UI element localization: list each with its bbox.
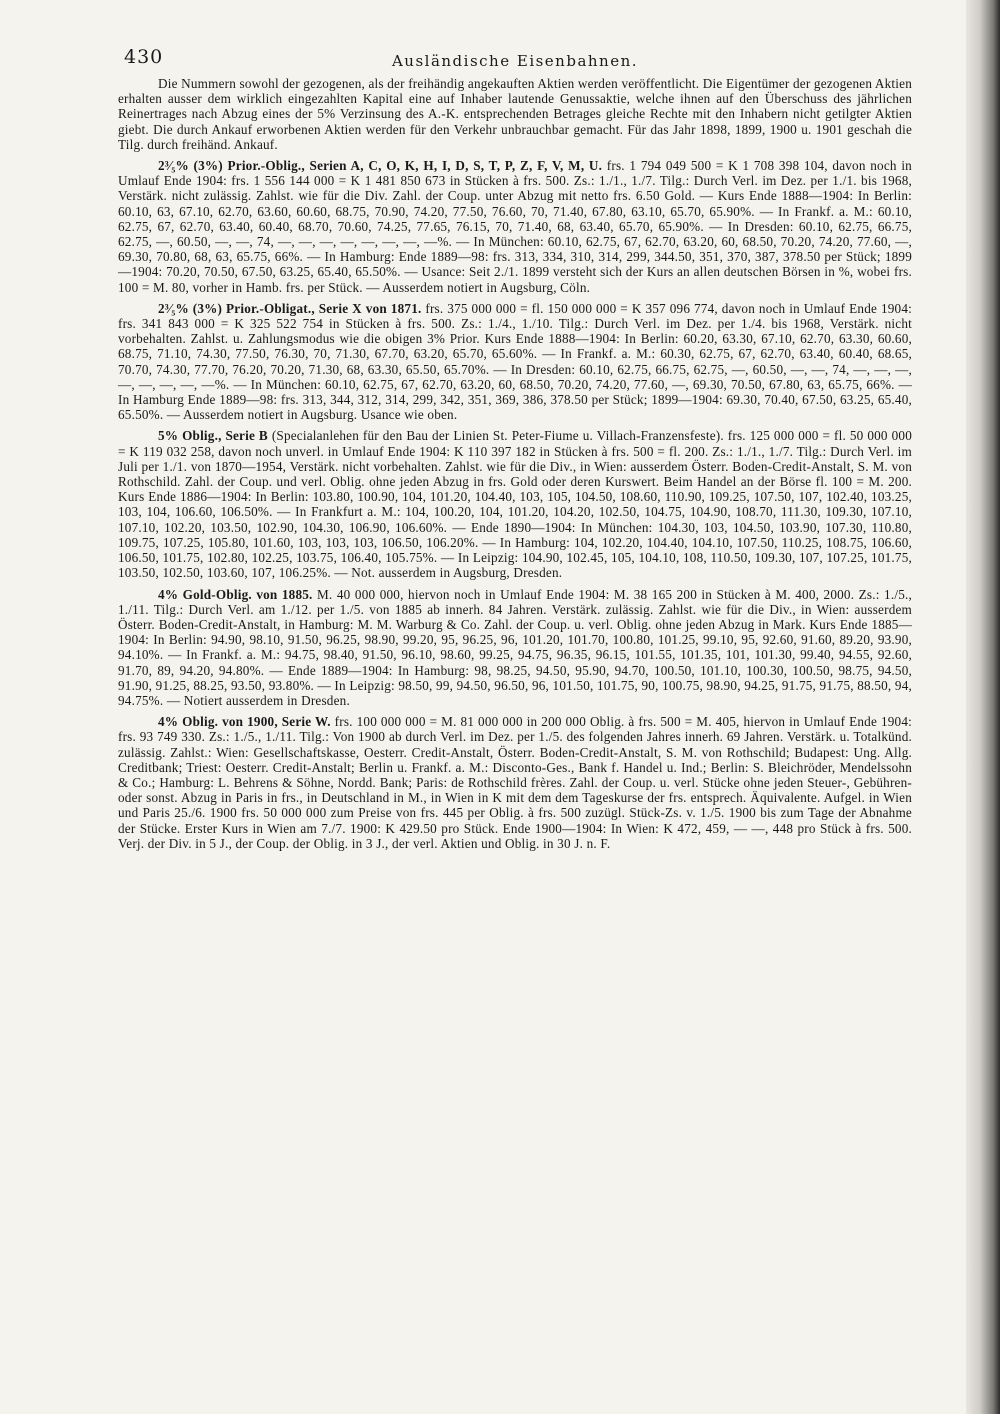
section-heading: 2³⁄₅% (3%) Prior.-Obligat., Serie X von 1871.: [158, 300, 422, 316]
section-text: frs. 100 000 000 = M. 81 000 000 in 200 000 Oblig. à frs. 500 = M. 405, hiervon in Umlauf Ende 1904: frs. 93 749 330. Zs.: 1./5., 1./11. Tilg.: Von 1900 ab durch Verl. im Dez. per 1./5. des folgenden Jahres innerh. 69 Jahren. Verstärk. u. Totalkünd. zulässig. Zahlst.: Wien: Gesellschaftskasse, Oesterr. Credit-Anstalt, Österr. Boden-Credit-Anstalt, S. M. von Rothschild; Budapest: Ung. Allg. Creditbank; Triest: Oesterr. Credit-Anstalt; Berlin u. Frankf. a. M.: Disconto-Ges., Bank f. Handel u. Ind.; Berlin: S. Bleichröder, Mendelssohn & Co.; Hamburg: L. Behrens & Söhne, Nordd. Bank; Paris: de Rothschild frères. Zahl. der Coup. u. verl. Stücke ohne jeden Steuer-, Gebühren- oder sonst. Abzug in Paris in frs., in Deutschland in M., in Wien in K mit dem dem Tageskurse der frs. entsprech. Äquivalente. Aufgel. in Wien und Paris 25./6. 1900 frs. 50 000 000 zum Preise von frs. 445 per Oblig. à frs. 500 zuzügl. Stück-Zs. v. 1./5. 1900 bis zum Tage der Abnahme der Stücke. Erster Kurs in Wien am 7./7. 1900: K 429.50 pro Stück. Ende 1900—1904: In Wien: K 472, 459, — —, 448 pro Stück à frs. 500. Verj. der Div. in 5 J., der Coup. der Oblig. in 3 J., der verl. Aktien und Oblig. in 30 J. n. F.: [118, 714, 913, 851]
section-text: frs. 1 794 049 500 = K 1 708 398 104, davon noch in Umlauf Ende 1904: frs. 1 556 144 000 = K 1 481 850 673 in Stücken à frs. 500. Zs.: 1./1., 1./7. Tilg.: Durch Verl. im Dez. per 1./1. bis 1968, Verstärk. nicht zulässig. Zahlst. wie für die Div. Zahl. der Coup. unter Abzug mit netto frs. 6.50 Gold. — Kurs Ende 1888—1904: In Berlin: 60.10, 63, 67.10, 62.70, 63.60, 60.60, 68.75, 70.90, 74.20, 77.50, 76.60, 70, 71.40, 67.80, 63.10, 65.70, 65.90%. — In Frankf. a. M.: 60.10, 62.75, 67, 62.70, 63.40, 60.40, 68.70, 70.60, 74.25, 77.65, 76.15, 70, 71.40, 68, 63.40, 65.70, 65.90%. — In Dresden: 60.10, 62.75, 66.75, 62.75, —, 60.50, —, —, 74, —, —, —, —, —, —, —, —%. — In München: 60.10, 62.75, 67, 62.70, 63.20, 60, 68.50, 70.20, 74.20, 77.60, —, 69.30, 70.80, 68, 63, 65.75, 66%. — In Hamburg: Ende 1889—98: frs. 313, 334, 310, 314, 299, 344.50, 351, 370, 387, 378.50 per Stück; 1899—1904: 70.20, 70.50, 67.50, 63.25, 65.40, 65.50%. — Usance: Seit 2./1. 1899 versteht sich der Kurs an allen deutschen Börsen in %, wobei frs. 100 = M. 80, vorher in Hamb. frs. per Stück. — Ausserdem notiert in Augsburg, Cöln.: [118, 158, 912, 295]
intro-paragraph: Die Nummern sowohl der gezogenen, als der freihändig angekauften Aktien werden veröffentlicht. Die Eigentümer der gezogenen Aktien erhalten ausser dem wirklich eingezahlten Kapital eine auf Inhaber lautende Genussaktie, welche ihnen auf den Überschuss des jährlichen Reinertrages nach Abzug eines der 5% Verzinsung des A.-K. entsprechenden Betrages gleiche Rechte mit den Inhabern nicht getilgter Aktien giebt. Die durch Ankauf erworbenen Aktien werden für den Verkehr unbrauchbar gemacht. Für das Jahr 1898, 1899, 1900 u. 1901 geschah die Tilg. durch freihänd. Ankauf.: [118, 76, 912, 152]
section-heading: 4% Gold-Oblig. von 1885.: [158, 586, 313, 602]
section-oblig-serie-b: [118, 428, 912, 580]
book-spine-shadow: [966, 0, 1000, 1414]
page-header: [118, 40, 912, 76]
section-gold-oblig-1885: [118, 587, 912, 709]
section-heading: 5% Oblig., Serie B: [158, 428, 268, 444]
section-heading: 2³⁄₅% (3%) Prior.-Oblig., Serien A, C, O, K, H, I, D, S, T, P, Z, F, V, M, U.: [158, 158, 603, 174]
section-text: (Specialanlehen für den Bau der Linien St. Peter-Fiume u. Villach-Franzensfeste). frs. 125 000 000 = fl. 50 000 000 = K 119 032 258, davon noch unverl. in Umlauf Ende 1904: K 110 397 182 in Stücken à frs. 500 = fl. 200. Zs.: 1./1., 1./7. Tilg.: Durch Verl. im Juli per 1./1. von 1870—1954, Verstärk. nicht vorbehalten. Zahlst. wie für die Div., in Wien: ausserdem Österr. Boden-Credit-Anstalt, S. M. von Rothschild. Zahl. der Coup. und verl. Oblig. ohne jeden Abzug in frs. Gold oder deren Kurswert. Beim Handel an der Börse fl. 100 = M. 200. Kurs Ende 1886—1904: In Berlin: 103.80, 100.90, 104, 101.20, 104.40, 103, 105, 104.50, 108.60, 110.90, 109.25, 107.50, 107, 102.40, 103.25, 103, 104, 106.60, 106.50%. — In Frankfurt a. M.: 104, 100.20, 104, 101.20, 104.20, 102.50, 104.75, 104.90, 108.70, 111.30, 109.30, 107.10, 107.10, 102.20, 103.50, 102.90, 104.30, 106.90, 106.60%. — Ende 1890—1904: In München: 104.30, 103, 104.50, 103.90, 107.30, 110.80, 109.75, 107.25, 105.80, 101.60, 103, 103, 103, 106.50, 106.20%. — In Hamburg: 104, 102.20, 104.40, 104.10, 107.50, 110.25, 108.75, 106.60, 106.50, 101.75, 102.80, 102.25, 103.75, 106.40, 105.75%. — In Leipzig: 104.90, 102.45, 105, 104.10, 108, 110.50, 109.30, 107, 107.25, 101.75, 103.50, 102.50, 103.60, 107, 106.25%. — Not. ausserdem in Augsburg, Dresden.: [118, 428, 912, 581]
running-title: Ausländische Eisenbahnen.: [391, 52, 639, 70]
body-text: [118, 76, 912, 851]
section-text: frs. 375 000 000 = fl. 150 000 000 = K 357 096 774, davon noch in Umlauf Ende 1904: frs. 341 843 000 = K 325 522 754 in Stücken à frs. 500. Zs.: 1./4., 1./10. Tilg.: Durch Verl. im Dez. per 1./4. bis 1968, Verstärk. nicht vorbehalten. Zahlst. u. Zahlungsmodus wie die obigen 3% Prior. Kurs Ende 1888—1904: In Berlin: 60.20, 63.30, 67.10, 62.70, 63.30, 60.60, 68.75, 71.10, 74.30, 77.50, 76.30, 70, 71.30, 67.70, 63.20, 65.70, 65.60%. — In Frankf. a. M.: 60.30, 62.75, 67, 62.70, 63.40, 60.40, 68.65, 70.70, 74.30, 77.70, 76.20, 70.20, 71.30, 68, 63.30, 65.50, 65.70%. — In Dresden: 60.10, 62.75, 66.75, 62.75, —, 60.50, —, —, 74, —, —, —, —, —, —, —, —%. — In München: 60.10, 62.75, 67, 62.70, 63.20, 60, 68.50, 70.20, 74.20, 77.60, —, 69.30, 70.50, 67.80, 63, 65.75, 66%. — In Hamburg Ende 1889—98: frs. 313, 344, 312, 314, 299, 342, 351, 369, 386, 378.50 per Stück; 1899—1904: 69.30, 70.40, 67.50, 63.25, 65.40, 65.50%. — Ausserdem notiert in Augsburg. Usance wie oben.: [118, 300, 912, 423]
section-prior-obligat-serie-x: [118, 301, 912, 423]
page-number: 430: [124, 46, 164, 68]
section-oblig-1900-serie-w: [118, 714, 912, 851]
section-prior-oblig-serien: [118, 158, 912, 295]
section-text: M. 40 000 000, hiervon noch in Umlauf Ende 1904: M. 38 165 200 in Stücken à M. 400, 2000. Zs.: 1./5., 1./11. Tilg.: Durch Verl. am 1./12. per 1./5. von 1885 ab innerh. 84 Jahren. Verstärk. zulässig. Zahlst. wie für die Div., in Wien: ausserdem Österr. Boden-Credit-Anstalt, in Hamburg: M. M. Warburg & Co. Zahl. der Coup. u. verl. Oblig. ohne jeden Abzug in Mark. Kurs Ende 1885—1904: In Berlin: 94.90, 98.10, 91.50, 96.25, 98.90, 99.20, 95, 96.25, 96, 101.20, 101.70, 100.80, 101.25, 99.10, 95, 92.60, 91.60, 89.20, 93.90, 94.10%. — In Frankf. a. M.: 94.75, 98.40, 91.50, 96.10, 98.60, 99.25, 94.75, 96.35, 96.15, 101.55, 101.35, 101, 101.30, 99.40, 94.55, 92.60, 91.70, 89, 94.20, 94.80%. — Ende 1889—1904: In Hamburg: 98, 98.25, 94.50, 95.90, 94.70, 100.50, 101.10, 100.30, 100.50, 98.75, 94.50, 91.90, 91.25, 88.25, 93.50, 93.80%. — In Leipzig: 98.50, 99, 94.50, 96.50, 96, 101.50, 101.75, 90, 100.75, 98.90, 94.25, 91.75, 91.75, 88.50, 94, 94.75%. — Notiert ausserdem in Dresden.: [118, 586, 912, 708]
section-heading: 4% Oblig. von 1900, Serie W.: [158, 714, 331, 730]
